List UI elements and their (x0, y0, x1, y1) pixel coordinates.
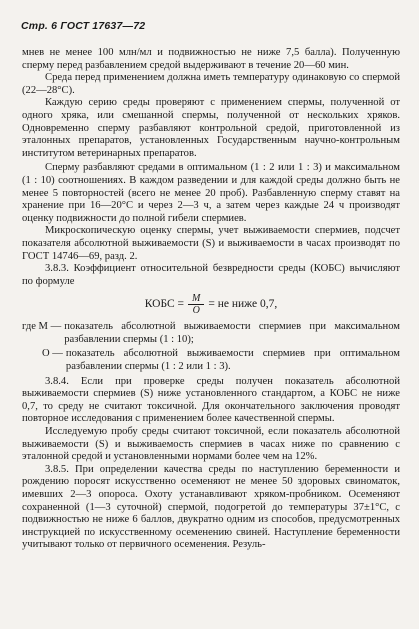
paragraph-section-3-8-3: 3.8.3. Коэффициент относительной безвредности среды (КОБС) вычисляют по формуле (22, 263, 400, 287)
formula-numerator: M (188, 293, 204, 305)
paragraph: Каждую серию среды проверяют с применением спермы, полученной от одного хряка, или смешанной спермы, полученной от нескольких хряков. Одновременно сперму разбавляют контрольной средой, приготовленной из эталонных препаратов, установленных Государственным научно-контрольным институтом ветеринарных препаратов. (22, 97, 400, 159)
definition-text: показатель абсолютной выживаемости спермиев при оптимальном разбавлении спермы (1 : 2 или 1 : 3). (65, 348, 400, 373)
paragraph: мнев не менее 100 млн/мл и подвижностью не ниже 7,5 балла). Полученную сперму перед разбавлением средой выдерживают в течение 20—60 мин. (22, 47, 400, 71)
definition-term: где M — (22, 321, 62, 333)
page-header: Стр. 6 ГОСТ 17637—72 (21, 20, 146, 32)
formula-fraction (188, 293, 204, 316)
formula-lhs: КОБС = (144, 297, 185, 310)
definition-m (22, 321, 400, 346)
paragraph: Сперму разбавляют средами в оптимальном (1 : 2 или 1 : 3) и максимальном (1 : 10) соотношениях. В каждом разведении и для каждой среды должно быть не менее 5 повторностей (всего не менее 20 проб). Разбавленную сперму ставят на хранение при 16—20°С и через 2—3 ч, а затем через каждые 24 ч производят оценку подвижности до полной гибели спермиев. (22, 162, 400, 224)
paragraph: Микроскопическую оценку спермы, учет выживаемости спермиев, подсчет показателя абсолютной выживаемости (S) и выживаемости в часах производят по ГОСТ 14746—69, разд. 2. (22, 225, 400, 262)
definition-term: O — (42, 348, 63, 360)
paragraph-section-3-8-4: 3.8.4. Если при проверке среды получен показатель абсолютной выживаемости спермиев (S) ниже установленного стандартом, а КОБС не ниже 0,7, то среду не считают токсичной. Для окончательного заключения проводят повторное исследования с применением более качественной спермы. (22, 375, 400, 425)
document-body (22, 47, 400, 552)
definition-o (22, 348, 400, 373)
paragraph: Среда перед применением должна иметь температуру одинаковую со спермой (22—28°С). (22, 72, 400, 96)
kobs-formula (22, 289, 400, 319)
definition-text: показатель абсолютной выживаемости спермиев при максимальном разбавлении спермы (1 : 10); (64, 321, 400, 345)
paragraph: Исследуемую пробу среды считают токсичной, если показатель абсолютной выживаемости (S) и выживаемость спермиев в часах ниже по сравнению с эталонной средой и установленными нормами более чем на 12%. (22, 426, 400, 463)
paragraph-section-3-8-5: 3.8.5. При определении качества среды по наступлению беременности и рождению поросят искусственно осеменяют не менее 50 здоровых свиноматок, имевших 2—3 опороса. Охоту устанавливают хряком-пробником. Осеменяют сохраненной (1—3 суточной) спермой, подогретой до температуры 37±1°С, с подвижностью не ниже 6 баллов, двукратно одним из способов, предусмотренных инструкцией по искусственному осеменению свиней. Наступление беременности учитывают только от первичного осеменения. Резуль- (22, 463, 400, 551)
formula-rhs: = не ниже 0,7, (208, 297, 278, 310)
formula-denominator: O (192, 304, 200, 316)
